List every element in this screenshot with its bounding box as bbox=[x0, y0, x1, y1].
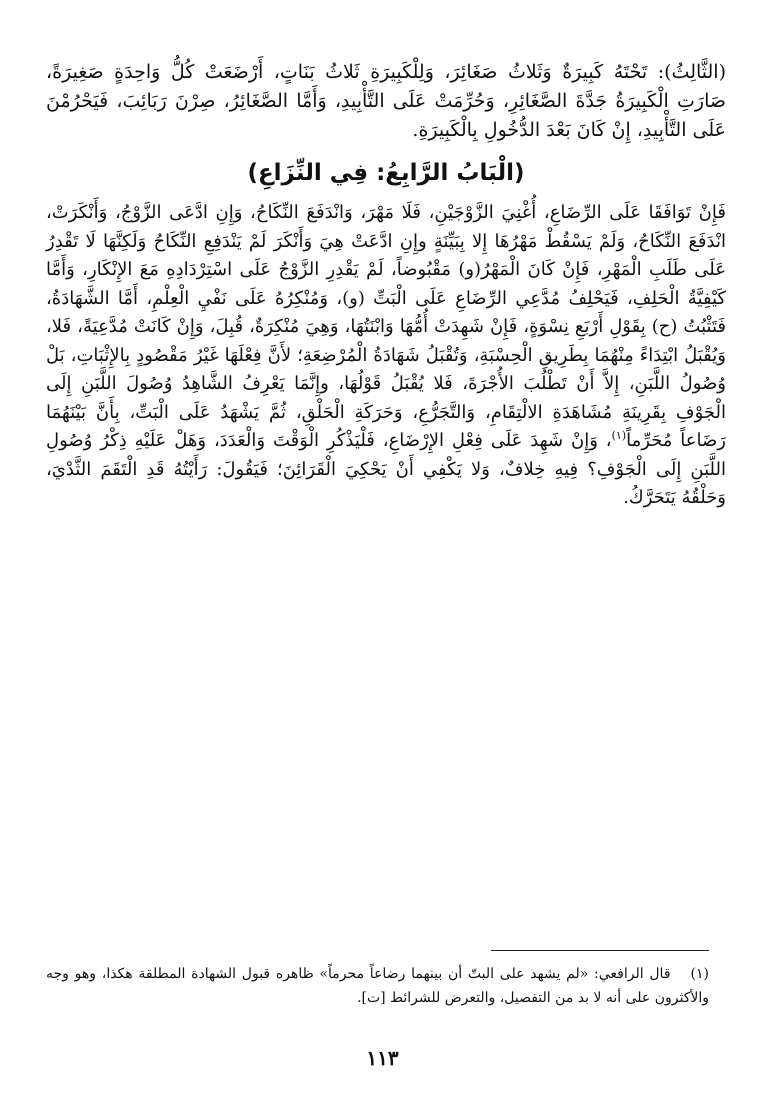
page-content bbox=[46, 58, 726, 513]
chapter-heading: (الْبَابُ الرَّابِعُ: فِي النِّزَاعِ) bbox=[247, 160, 525, 186]
footnote-marker: (١) bbox=[611, 429, 627, 442]
paragraph-third-case: (الثَّالِثُ): تَحْتَهُ كَبِيرَةٌ وَثَلاثُ صَغَائِرَ، وَلِلْكَبِيرَةِ ثَلاثُ بَنَاتٍ، أَرْضَعَتْ كُلُّ وَاحِدَةٍ صَغِيرَةً، صَارَتِ الْكَبِيرَةُ جَدَّةَ الصَّغَائِرِ، وَحُرِّمَتْ عَلَى التَّأْبِيدِ، وَأَمَّا الصَّغَائِرُ، صِرْنَ رَبَائِبَ، فَيَحْرُمْنَ عَلَى التَّأْبِيدِ، إِنْ كَانَ بَعْدَ الدُّخُولِ بِالْكَبِيرَةِ. bbox=[46, 61, 726, 141]
footnote-number: (١) bbox=[690, 966, 709, 982]
paragraph-dispute bbox=[46, 199, 726, 513]
page-number: ١١٣ bbox=[366, 1046, 399, 1070]
paragraph-dispute-text: فَإِنْ تَوَافَقَا عَلَى الرِّضَاعِ، أُغْنِيَ الزَّوْجَيْنِ، فَلَا مَهْرَ، وَانْدَفَعَ النِّكَاحُ، وَإِنِ ادَّعَى الزَّوْجُ، وَأَنْكَرَتْ، انْدَفَعَ النِّكَاحُ، وَلَمْ يَسْقُطْ مَهْرُهَا إِلا بِبَيِّنَةٍ وإِنِ ادَّعَتْ هِيَ وَأَنْكَرَ لَمْ يَنْدَفِعِ النِّكَاحُ وَلَكِنَّهَا لَا تَقْدِرُ عَلَى طَلَبِ الْمَهْرِ، فَإِنْ كَانَ الْمَهْرُ(و) مَقْبُوضاً، لَمْ يَقْدِرِ الزَّوْجُ عَلَى اسْتِرْدَادِهِ مَعَ الإِنْكَارِ، وَأَمَّا كَيْفِيَّةُ الْحَلِفِ، فَيَحْلِفُ مُدَّعِي الرِّضَاعِ عَلَى الْبَتِّ (و)، وَمُنْكِرُهُ عَلَى نَفْيِ الْعِلْمِ، أَمَّا الشَّهَادَةُ، فَتَثْبُتُ (ح) بِقَوْلِ أَرْبَعِ نِسْوَةٍ، فَإِنْ شَهِدَتْ أُمُّهَا وَابْنَتُهَا، وَهِيَ مُنْكِرَةٌ، قُبِلَ، وَإِنْ كَانَتْ مُدَّعِيَةً، فَلا، وَيُقْبَلُ ابْتِدَاءً مِنْهُمَا بِطَرِيقِ الْحِسْبَةِ، وَتُقْبَلُ شَهَادَةُ الْمُرْضِعَةِ؛ لأَنَّ فِعْلَهَا غَيْرُ مَقْصُودٍ بِالإِثْبَاتِ، بَلْ وُصُولُ اللَّبَنِ، إِلاَّ أَنْ تَطْلُبَ الأُجْرَةَ، فَلا يُقْبَلُ قَوْلُهَا، وإِنَّمَا يَعْرِفُ الشَّاهِدُ وُصُولَ اللَّبَنِ إِلَى الْجَوْفِ بِقَرِينَةِ مُشَاهَدَةِ الالْتِقَامِ، وَالتَّجَرُّعِ، وَحَرَكَةِ الْحَلْقِ، ثُمَّ يَشْهَدُ عَلَى الْبَتِّ، بِأَنَّ بَيْنَهُمَا رَضَاعاً مُحَرِّماً bbox=[46, 202, 726, 451]
paragraph-dispute-text-end: ، وَإِنْ شَهِدَ عَلَى فِعْلِ الإِرْضَاعِ، فَلْيَذْكُرِ الْوَقْتَ وَالْعَدَدَ، وَهَلْ عَلَيْهِ ذِكْرُ وُصُولِ اللَّبَنِ إِلَى الْجَوْفِ؟ فِيهِ خِلافٌ، وَلا يَكْفِي أَنْ يَحْكِيَ الْقَرَائِنَ؛ فَيَقُولَ: رَأَيْتُهُ قَدِ الْتَقَمَ الثَّدْيَ، وَحَلْقُهُ يَتَحَرَّكُ. bbox=[46, 430, 726, 508]
footnote-text: قال الرافعي: «لم يشهد على البتّ أن بينهما رضاعاً محرماً» ظاهره قبول الشهادة المطلقة هكذا، وهو وجه والأكثرون على أنه لا بد من التفصيل، والتعرض للشرائط [ت]. bbox=[46, 966, 709, 1006]
footnote bbox=[46, 962, 709, 1010]
footnote-divider bbox=[491, 950, 709, 951]
